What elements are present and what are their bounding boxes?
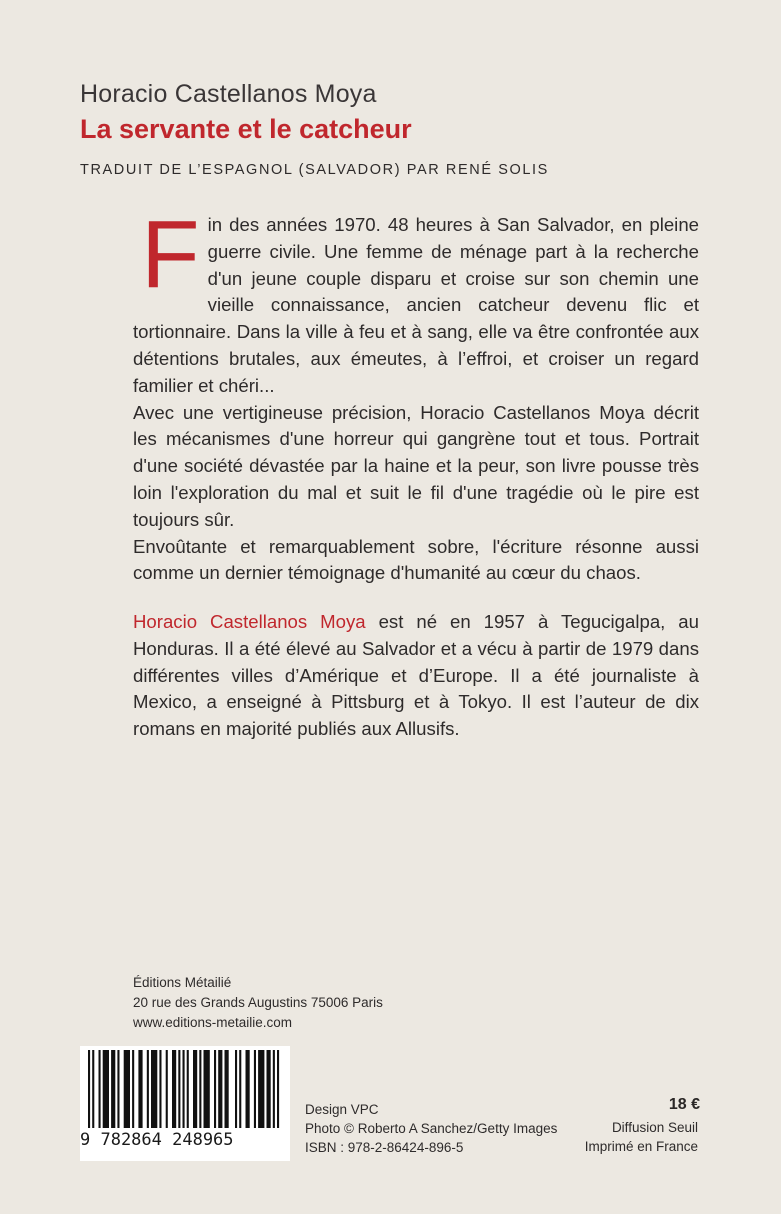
publisher-website: www.editions-metailie.com — [133, 1015, 293, 1030]
barcode-bar — [218, 1050, 222, 1128]
barcode-bar — [99, 1050, 101, 1128]
blurb-paragraph-1 — [133, 201, 699, 400]
bio-text: est né en 1957 à Tegucigalpa, au Honduras. Il a été élevé au Salvador et a vécu à partir de 1979 dans différentes villes d’Amérique et d’Europe. Il a été journaliste à Mexico, a enseigné à Pittsburg et à Tokyo. Il est l’auteur de dix romans en majorité publiés aux Allusifs. — [133, 611, 699, 740]
book-title: La servante et le catcheur — [80, 114, 412, 144]
barcode-bar — [267, 1050, 271, 1128]
barcode-bar — [124, 1050, 130, 1128]
barcode-bar — [183, 1050, 185, 1128]
blurb-text-1: in des années 1970. 48 heures à San Salvador, en pleine guerre civile. Une femme de ménage part à la recherche d'un jeune couple disparu et croise sur son chemin une vieille connaissance, ancien catcheur devenu flic et tortionnaire. Dans la ville à feu et à sang, elle va être confrontée aux détentions brutales, aux émeutes, à l’effroi, et croiser un regard familier et chéri... — [133, 214, 699, 396]
barcode-bar — [117, 1050, 119, 1128]
design-credit: Design VPC — [305, 1102, 379, 1117]
barcode-bar — [214, 1050, 216, 1128]
diffusion: Diffusion Seuil — [611, 1120, 698, 1135]
barcode-bar — [239, 1050, 241, 1128]
author-name: Horacio Castellanos Moya — [80, 80, 377, 108]
barcode-bar — [204, 1050, 210, 1128]
barcode-bar — [172, 1050, 176, 1128]
barcode-bar — [193, 1050, 197, 1128]
author-bio — [133, 609, 699, 743]
translator-credit: TRADUIT DE L’ESPAGNOL (SALVADOR) PAR RENÉ SOLIS — [80, 162, 549, 178]
photo-credit: Photo © Roberto A Sanchez/Getty Images — [305, 1121, 558, 1136]
barcode-bar — [258, 1050, 264, 1128]
barcode-bar — [277, 1050, 279, 1128]
barcode-bar — [151, 1050, 157, 1128]
barcode-bar — [187, 1050, 189, 1128]
barcode-bar — [147, 1050, 149, 1128]
isbn: ISBN : 978-2-86424-896-5 — [305, 1140, 464, 1155]
blurb — [133, 201, 699, 587]
barcode — [80, 1046, 290, 1161]
barcode-bar — [254, 1050, 256, 1128]
blurb-paragraph-2: Avec une vertigineuse précision, Horacio Castellanos Moya décrit les mécanismes d'une horreur qui gangrène tout et tous. Portrait d'une société dévastée par la haine et la peur, son livre pousse très loin l'exploration du mal et suit le fil d'une tragédie où le pire est toujours sûr. — [133, 401, 699, 530]
barcode-bar — [132, 1050, 134, 1128]
barcode-bar — [246, 1050, 250, 1128]
barcode-bar — [273, 1050, 275, 1128]
bio-author-name: Horacio Castellanos Moya — [133, 611, 366, 632]
printed-in: Imprimé en France — [584, 1139, 698, 1154]
drop-cap: F — [141, 201, 200, 308]
barcode-bars — [86, 1050, 284, 1128]
barcode-bar — [159, 1050, 161, 1128]
barcode-bar — [88, 1050, 90, 1128]
barcode-bar — [235, 1050, 237, 1128]
barcode-bar — [166, 1050, 168, 1128]
price: 18 € — [668, 1096, 700, 1113]
barcode-bar — [138, 1050, 142, 1128]
barcode-digits: 9 782864 248965 — [80, 1130, 234, 1150]
barcode-bar — [92, 1050, 94, 1128]
publisher-address: 20 rue des Grands Augustins 75006 Paris — [133, 995, 383, 1010]
barcode-bar — [103, 1050, 109, 1128]
barcode-bar — [199, 1050, 201, 1128]
barcode-bar — [178, 1050, 180, 1128]
barcode-bar — [111, 1050, 115, 1128]
blurb-paragraph-3: Envoûtante et remarquablement sobre, l'écriture résonne aussi comme un dernier témoignage d'humanité au cœur du chaos. — [133, 535, 699, 584]
publisher-name: Éditions Métailié — [133, 975, 232, 990]
credits — [305, 1100, 557, 1157]
publisher-info — [133, 973, 383, 1033]
distribution-info — [540, 1118, 698, 1156]
barcode-bar — [225, 1050, 229, 1128]
